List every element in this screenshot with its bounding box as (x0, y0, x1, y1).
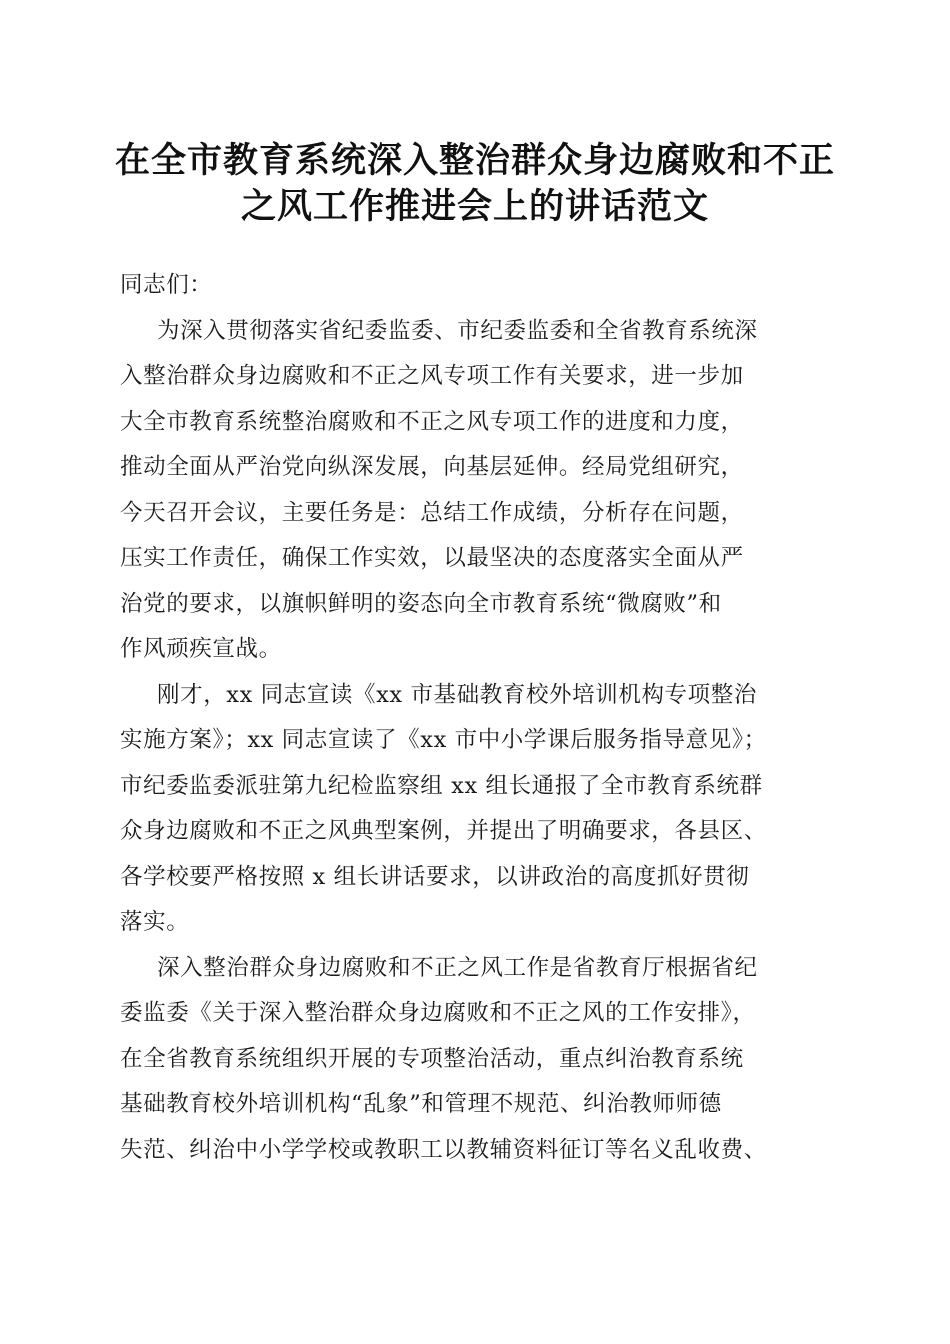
paragraph-line: 为深入贯彻落实省纪委监委、市纪委监委和全省教育系统深 (157, 317, 758, 344)
paragraph-line: 实施方案》；xx 同志宣读了《xx 市中小学课后服务指导意见》； (120, 727, 767, 753)
document-body (120, 263, 838, 1173)
paragraph-line: 治党的要求，以旗帜鲜明的姿态向全市教育系统“微腐败”和 (120, 590, 722, 617)
document-title (110, 138, 840, 230)
paragraph-line: 刚才，xx 同志宣读《xx 市基础教育校外培训机构专项整治 (157, 681, 757, 708)
salutation: 同志们： (120, 272, 213, 298)
paragraph-line: 大全市教育系统整治腐败和不正之风专项工作的进度和力度， (120, 408, 744, 435)
paragraph-line: 压实工作责任，确保工作实效，以最坚决的态度落实全面从严 (120, 545, 744, 571)
paragraph-line: 作风顽疾宣战。 (120, 636, 282, 662)
paragraph-line: 在全省教育系统组织开展的专项整治活动，重点纠治教育系统 (120, 1045, 744, 1072)
paragraph-2 (120, 673, 838, 946)
title-line-1: 在全市教育系统深入整治群众身边腐败和不正 (114, 140, 835, 181)
paragraph-line: 今天召开会议，主要任务是：总结工作成绩，分析存在问题， (120, 499, 744, 526)
paragraph-line: 市纪委监委派驻第九纪检监察组 xx 组长通报了全市教育系统群 (120, 772, 763, 799)
title-line-2: 之风工作推进会上的讲话范文 (240, 186, 709, 227)
paragraph-line: 推动全面从严治党向纵深发展，向基层延伸。经局党组研究， (120, 454, 744, 480)
paragraph-line: 失范、纠治中小学学校或教职工以教辅资料征订等名义乱收费、 (120, 1136, 767, 1163)
paragraph-line: 各学校要严格按照 x 组长讲话要求，以讲政治的高度抓好贯彻 (120, 863, 750, 890)
paragraph-line: 深入整治群众身边腐败和不正之风工作是省教育厅根据省纪 (157, 954, 758, 981)
paragraph-line: 委监委《关于深入整治群众身边腐败和不正之风的工作安排》， (120, 1000, 756, 1026)
paragraph-line: 落实。 (120, 909, 190, 935)
paragraph-line: 入整治群众身边腐败和不正之风专项工作有关要求，进一步加 (120, 363, 744, 389)
paragraph-line: 众身边腐败和不正之风典型案例，并提出了明确要求，各县区、 (120, 818, 767, 844)
paragraph-1 (120, 309, 838, 673)
paragraph-line: 基础教育校外培训机构“乱象”和管理不规范、纠治教师师德 (120, 1091, 722, 1117)
paragraph-3 (120, 946, 838, 1174)
